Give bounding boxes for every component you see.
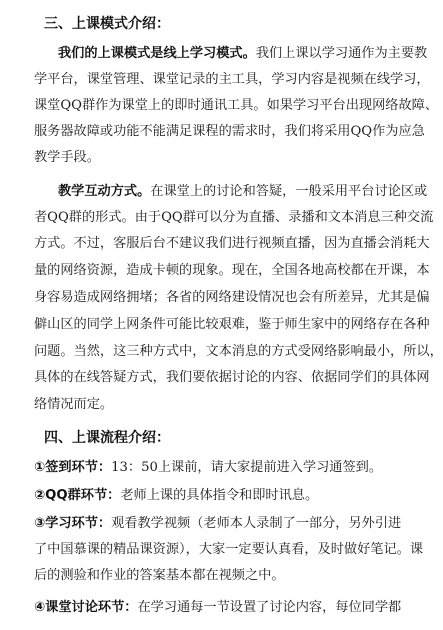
paragraph-line: 后的测验和作业的答案基本都在视频之中。 — [34, 568, 285, 583]
paragraph-line: 身容易造成网络拥堵；各省的网络建设情况也会有所差异，尤其是偏 — [34, 290, 430, 305]
paragraph-line: 方式。不过，客服后台不建议我们进行视频直播，因为直播会消耗大 — [34, 236, 430, 251]
paragraph-line: 者QQ群的形式。由于QQ群可以分为直播、录播和文本消息三种交流 — [34, 210, 434, 225]
item-title: ④课堂讨论环节： — [34, 600, 138, 615]
paragraph-line — [58, 182, 428, 202]
item-text: 13：50上课前，请大家提前进入学习通签到。 — [111, 460, 383, 475]
paragraph-line: 具体的在线答疑方式，我们要依据讨论的内容、依据同学们的具体网 — [34, 370, 430, 385]
list-item — [34, 598, 402, 618]
paragraph-line: 问题。当然，这三种方式中，文本消息的方式受网络影响最小，所以， — [34, 344, 443, 359]
paragraph-line: 僻山区的同学上网条件可能比较艰难，鉴于师生家中的网络存在各种 — [34, 317, 430, 332]
item-text: 在学习通每一节设置了讨论内容，每位同学都 — [137, 600, 402, 615]
paragraph-line: 量的网络资源，造成卡顿的现象。现在，全国各地高校都在开课，本 — [34, 263, 430, 278]
section-heading-mode: 三、上课模式介绍： — [44, 16, 170, 32]
paragraph-text: 在课堂上的讨论和答疑，一般采用平台讨论区或 — [150, 184, 428, 199]
paragraph-line — [58, 44, 428, 64]
paragraph-line: 学平台，课堂管理、课堂记录的主工具，学习内容是视频在线学习， — [34, 72, 430, 87]
item-title: ①签到环节： — [34, 460, 112, 475]
paragraph-title-mode: 我们的上课模式是线上学习模式。 — [58, 46, 256, 61]
paragraph-text: 我们上课以学习通作为主要教 — [255, 46, 428, 61]
section-heading-flow: 四、上课流程介绍： — [44, 430, 170, 446]
item-text: 观看教学视频（老师本人录制了一部分，另外引进 — [111, 516, 402, 531]
item-title: ②QQ群环节： — [34, 488, 121, 503]
item-text: 老师上课的具体指令和即时讯息。 — [120, 488, 319, 503]
paragraph-line: 教学手段。 — [34, 150, 100, 165]
paragraph-line: 课堂QQ群作为课堂上的即时通讯工具。如果学习平台出现网络故障、 — [34, 98, 439, 113]
list-item — [34, 486, 402, 506]
list-item — [34, 458, 402, 478]
paragraph-title-interaction: 教学互动方式。 — [58, 184, 151, 199]
list-item — [34, 514, 402, 534]
paragraph-line: 络情况而定。 — [34, 397, 114, 412]
item-title: ③学习环节： — [34, 516, 112, 531]
paragraph-line: 服务器故障或功能不能满足课程的需求时，我们将采用QQ作为应急 — [34, 124, 425, 139]
paragraph-line: 了中国慕课的精品课资源），大家一定要认真看，及时做好笔记。课 — [34, 542, 424, 557]
